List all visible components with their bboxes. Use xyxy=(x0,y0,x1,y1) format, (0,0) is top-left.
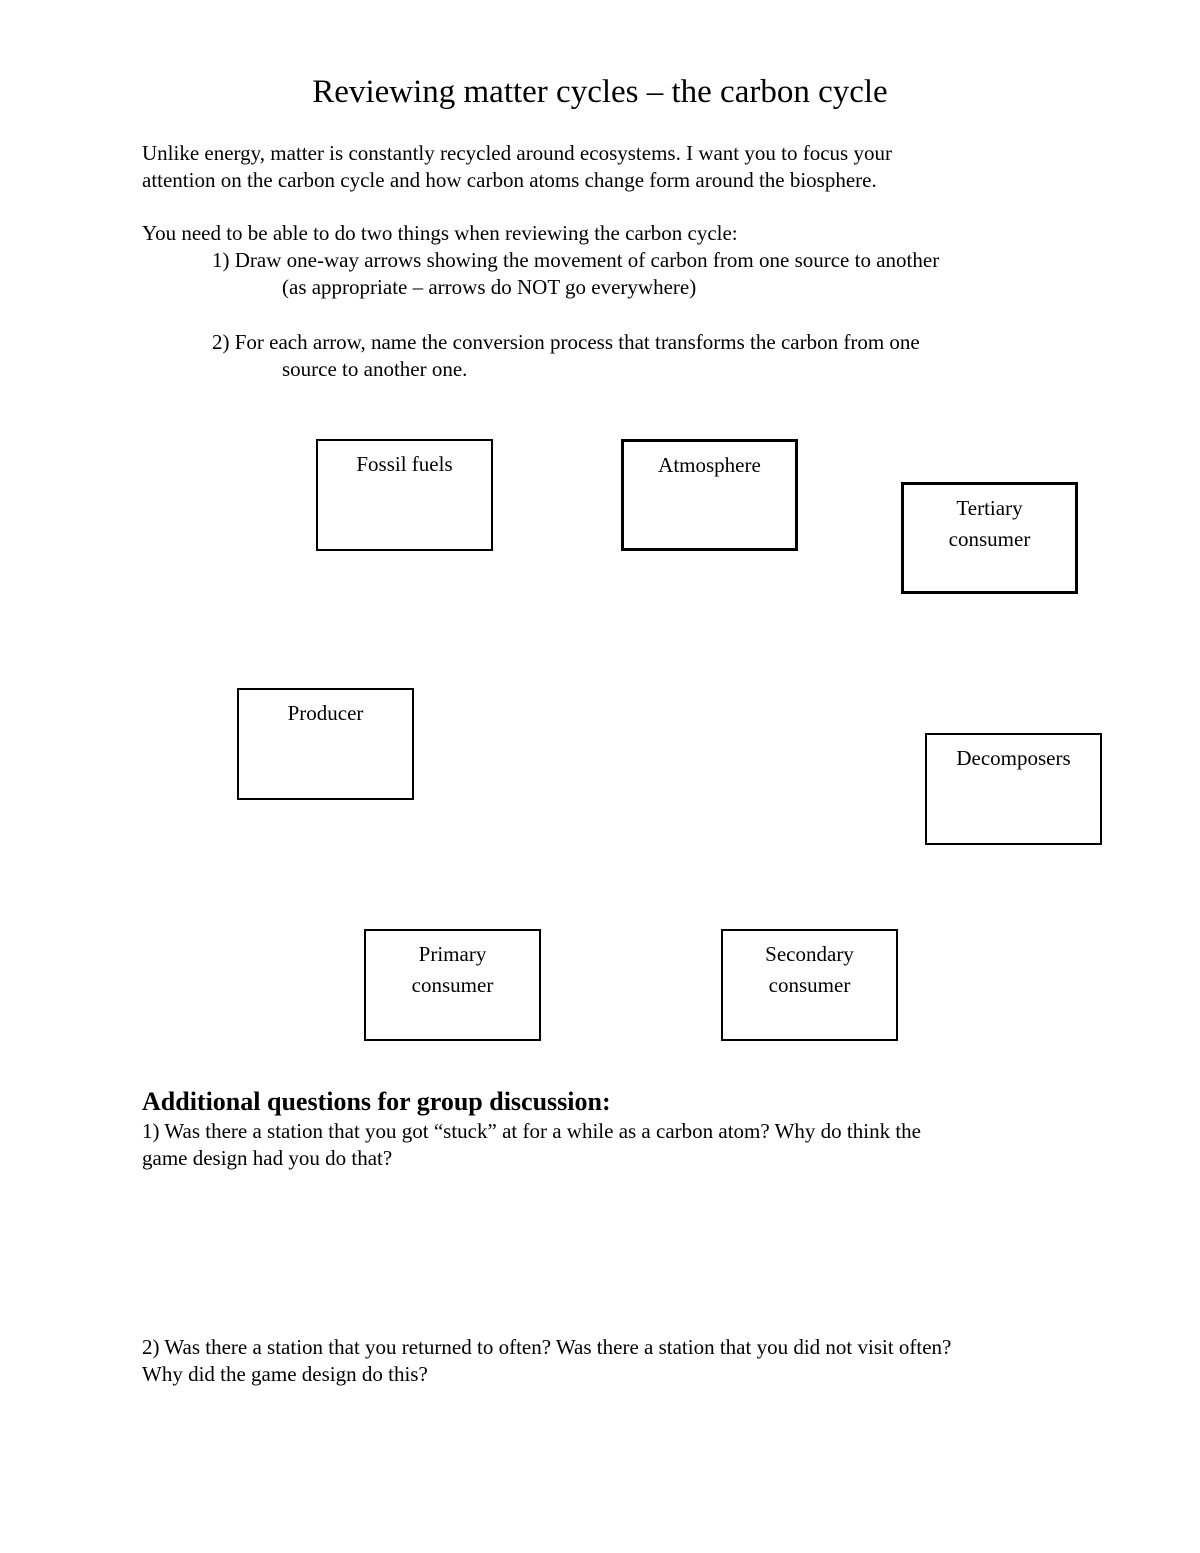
box-primary-consumer xyxy=(364,929,541,1041)
box-primary-consumer-label-2: consumer xyxy=(411,973,494,997)
box-secondary-consumer xyxy=(721,929,898,1041)
box-tertiary-consumer xyxy=(901,482,1078,594)
box-tertiary-consumer-label-1: Tertiary xyxy=(956,496,1023,520)
intro-line-1: Unlike energy, matter is constantly recycled around ecosystems. I want you to focus your xyxy=(142,141,892,165)
discussion-question-1-line-1: 1) Was there a station that you got “stuck” at for a while as a carbon atom? Why do think the xyxy=(142,1119,921,1143)
page-title: Reviewing matter cycles – the carbon cycle xyxy=(312,74,888,110)
box-secondary-consumer-label-1: Secondary xyxy=(765,942,854,966)
discussion-heading: Additional questions for group discussion: xyxy=(142,1087,611,1116)
intro-line-2: attention on the carbon cycle and how carbon atoms change form around the biosphere. xyxy=(142,168,877,192)
box-fossil-fuels-label: Fossil fuels xyxy=(356,452,453,476)
instruction-item-2-line-2: source to another one. xyxy=(282,357,468,381)
box-secondary-consumer-label-2: consumer xyxy=(768,973,851,997)
box-decomposers xyxy=(925,733,1102,845)
box-tertiary-consumer-label-2: consumer xyxy=(948,527,1031,551)
box-fossil-fuels xyxy=(316,439,493,551)
box-primary-consumer-label-1: Primary xyxy=(418,942,487,966)
box-producer xyxy=(237,688,414,800)
box-decomposers-label: Decomposers xyxy=(956,746,1071,770)
instruction-item-1-line-2: (as appropriate – arrows do NOT go everywhere) xyxy=(282,275,697,299)
instruction-item-2-line-1: 2) For each arrow, name the conversion process that transforms the carbon from one xyxy=(212,330,920,354)
instruction-item-1-line-1: 1) Draw one-way arrows showing the movement of carbon from one source to another xyxy=(212,248,940,272)
discussion-question-1-line-2: game design had you do that? xyxy=(142,1146,393,1170)
box-atmosphere-label: Atmosphere xyxy=(658,453,761,477)
instructions-lead: You need to be able to do two things when reviewing the carbon cycle: xyxy=(142,221,738,245)
box-atmosphere xyxy=(621,439,798,551)
box-producer-label: Producer xyxy=(287,701,364,725)
discussion-question-2-line-1: 2) Was there a station that you returned to often? Was there a station that you did not visit often? xyxy=(142,1335,952,1359)
discussion-question-2-line-2: Why did the game design do this? xyxy=(142,1362,428,1386)
